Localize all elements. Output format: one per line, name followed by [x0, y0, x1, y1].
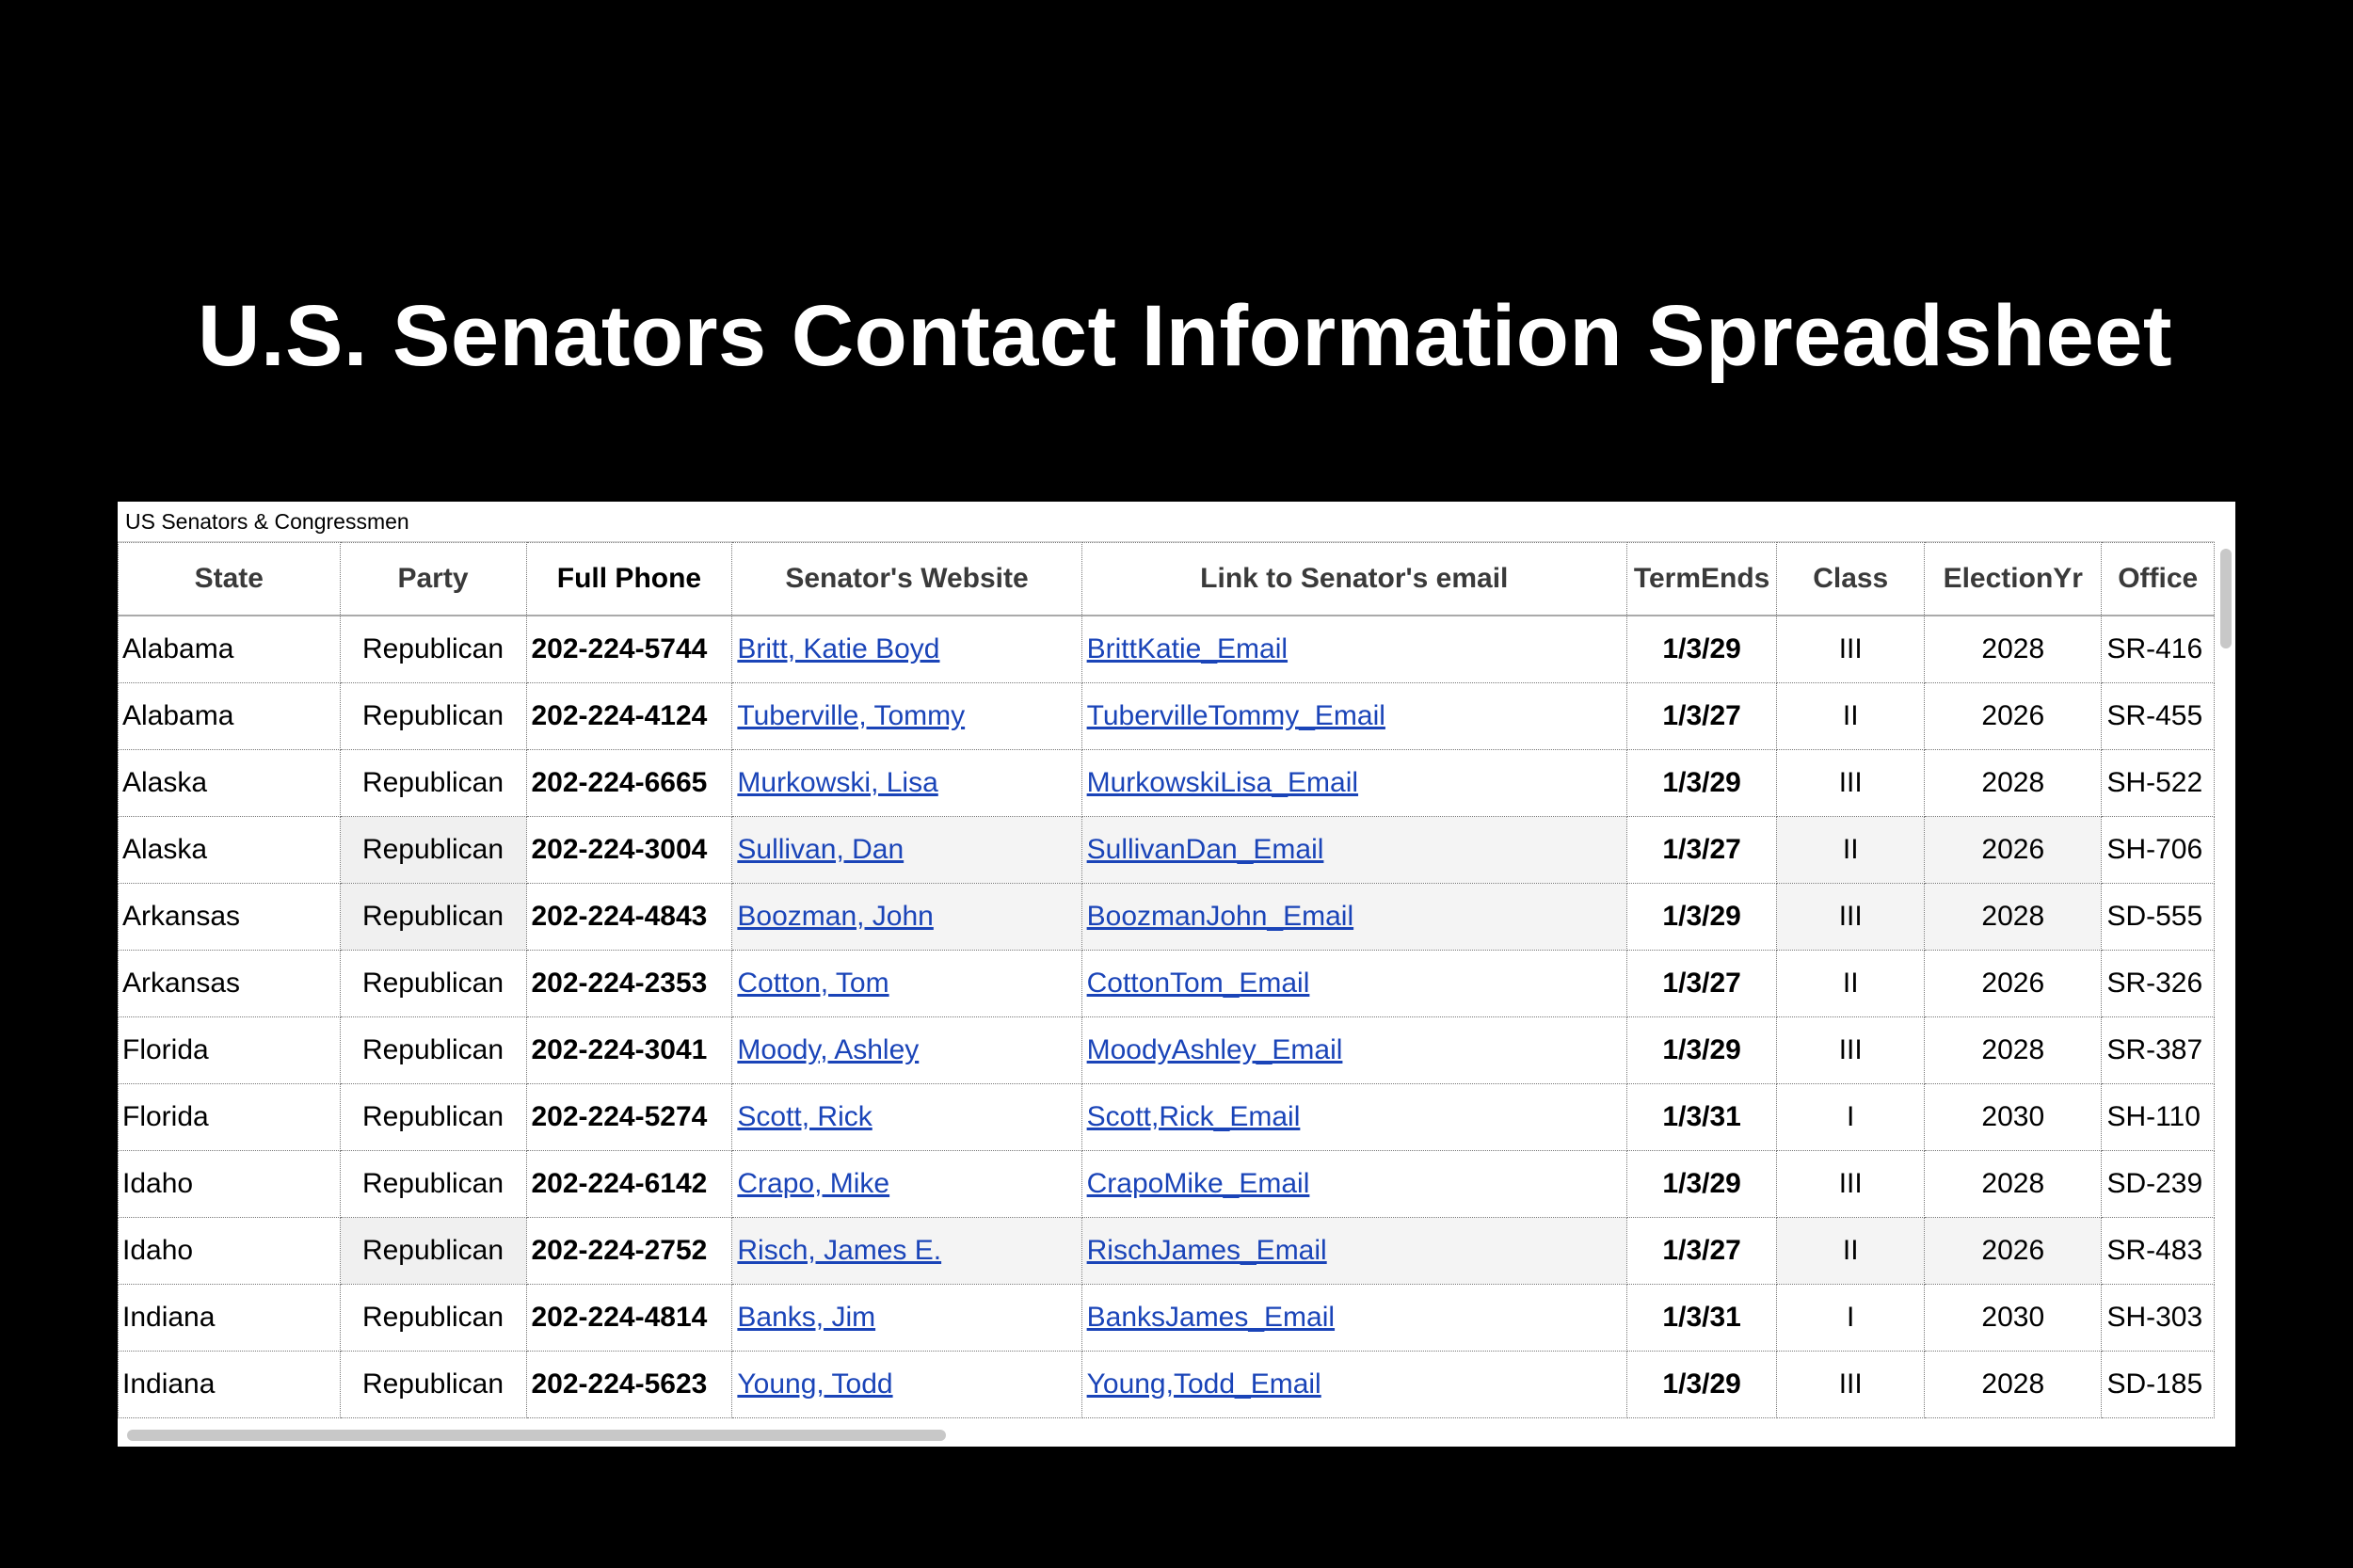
column-header[interactable]: ElectionYr	[1925, 543, 2102, 616]
office-cell[interactable]: SR-483	[2102, 1218, 2215, 1285]
class-cell[interactable]: III	[1777, 750, 1925, 817]
website-cell[interactable]	[732, 1218, 1081, 1285]
class-cell[interactable]: III	[1777, 1017, 1925, 1084]
class-cell[interactable]: III	[1777, 616, 1925, 683]
email-link[interactable]: MoodyAshley_Email	[1086, 1034, 1343, 1065]
website-cell[interactable]	[732, 616, 1081, 683]
class-cell[interactable]: III	[1777, 1352, 1925, 1418]
class-cell[interactable]: II	[1777, 1218, 1925, 1285]
state-cell[interactable]: Alabama	[119, 683, 341, 750]
party-cell[interactable]: Republican	[340, 750, 526, 817]
vertical-scrollbar[interactable]	[2220, 549, 2232, 648]
table-row[interactable]	[119, 1017, 2215, 1084]
website-link[interactable]: Young, Todd	[737, 1368, 893, 1400]
party-cell[interactable]: Republican	[340, 884, 526, 951]
office-cell[interactable]: SD-185	[2102, 1352, 2215, 1418]
website-link[interactable]: Boozman, John	[737, 901, 934, 932]
email-link[interactable]: BanksJames_Email	[1086, 1302, 1336, 1333]
class-cell[interactable]: III	[1777, 1151, 1925, 1218]
website-link[interactable]: Murkowski, Lisa	[737, 767, 938, 798]
column-header[interactable]: Party	[340, 543, 526, 616]
email-cell[interactable]	[1081, 1218, 1626, 1285]
email-cell[interactable]	[1081, 683, 1626, 750]
phone-cell[interactable]: 202-224-5623	[526, 1352, 732, 1418]
term-ends-cell[interactable]: 1/3/29	[1626, 1352, 1776, 1418]
phone-cell[interactable]: 202-224-4814	[526, 1285, 732, 1352]
office-cell[interactable]: SH-706	[2102, 817, 2215, 884]
term-ends-cell[interactable]: 1/3/27	[1626, 1218, 1776, 1285]
term-ends-cell[interactable]: 1/3/29	[1626, 750, 1776, 817]
website-link[interactable]: Cotton, Tom	[737, 968, 889, 999]
table-body	[119, 616, 2215, 1418]
phone-cell[interactable]: 202-224-5744	[526, 616, 732, 683]
grid-viewport[interactable]	[118, 541, 2215, 1434]
party-cell[interactable]: Republican	[340, 683, 526, 750]
website-cell[interactable]	[732, 750, 1081, 817]
website-cell[interactable]	[732, 683, 1081, 750]
table-row[interactable]	[119, 1151, 2215, 1218]
state-cell[interactable]: Idaho	[119, 1151, 341, 1218]
election-year-cell[interactable]: 2026	[1925, 817, 2102, 884]
party-cell[interactable]: Republican	[340, 951, 526, 1017]
senators-table	[118, 542, 2215, 1418]
table-row[interactable]	[119, 616, 2215, 683]
email-cell[interactable]	[1081, 1084, 1626, 1151]
state-cell[interactable]: Alaska	[119, 817, 341, 884]
phone-cell[interactable]: 202-224-5274	[526, 1084, 732, 1151]
email-link[interactable]: Scott,Rick_Email	[1086, 1101, 1301, 1132]
column-header[interactable]: Full Phone	[526, 543, 732, 616]
election-year-cell[interactable]: 2028	[1925, 1017, 2102, 1084]
phone-cell[interactable]: 202-224-6665	[526, 750, 732, 817]
column-header[interactable]: Link to Senator's email	[1081, 543, 1626, 616]
election-year-cell[interactable]: 2026	[1925, 1218, 2102, 1285]
term-ends-cell[interactable]: 1/3/27	[1626, 951, 1776, 1017]
class-cell[interactable]: II	[1777, 951, 1925, 1017]
table-row[interactable]	[119, 1218, 2215, 1285]
office-cell[interactable]: SD-239	[2102, 1151, 2215, 1218]
email-cell[interactable]	[1081, 1352, 1626, 1418]
table-row[interactable]	[119, 1352, 2215, 1418]
state-cell[interactable]: Arkansas	[119, 884, 341, 951]
term-ends-cell[interactable]: 1/3/29	[1626, 1017, 1776, 1084]
phone-cell[interactable]: 202-224-6142	[526, 1151, 732, 1218]
column-header[interactable]: Class	[1777, 543, 1925, 616]
election-year-cell[interactable]: 2028	[1925, 1352, 2102, 1418]
office-cell[interactable]: SR-387	[2102, 1017, 2215, 1084]
email-link[interactable]: BoozmanJohn_Email	[1086, 901, 1354, 932]
email-cell[interactable]	[1081, 616, 1626, 683]
spreadsheet	[118, 502, 2235, 1447]
class-cell[interactable]: II	[1777, 683, 1925, 750]
election-year-cell[interactable]: 2028	[1925, 1151, 2102, 1218]
table-row[interactable]	[119, 951, 2215, 1017]
phone-cell[interactable]: 202-224-3004	[526, 817, 732, 884]
election-year-cell[interactable]: 2028	[1925, 750, 2102, 817]
email-link[interactable]: CrapoMike_Email	[1086, 1168, 1310, 1199]
email-link[interactable]: MurkowskiLisa_Email	[1086, 767, 1359, 798]
class-cell[interactable]: I	[1777, 1285, 1925, 1352]
term-ends-cell[interactable]: 1/3/29	[1626, 884, 1776, 951]
term-ends-cell[interactable]: 1/3/29	[1626, 1151, 1776, 1218]
table-row[interactable]	[119, 683, 2215, 750]
horizontal-scrollbar[interactable]	[127, 1430, 946, 1441]
website-cell[interactable]	[732, 817, 1081, 884]
column-header[interactable]: TermEnds	[1626, 543, 1776, 616]
election-year-cell[interactable]: 2026	[1925, 951, 2102, 1017]
email-link[interactable]: CottonTom_Email	[1086, 968, 1310, 999]
state-cell[interactable]: Indiana	[119, 1352, 341, 1418]
state-cell[interactable]: Idaho	[119, 1218, 341, 1285]
website-link[interactable]: Scott, Rick	[737, 1101, 872, 1132]
phone-cell[interactable]: 202-224-2752	[526, 1218, 732, 1285]
state-cell[interactable]: Arkansas	[119, 951, 341, 1017]
party-cell[interactable]: Republican	[340, 1084, 526, 1151]
column-header[interactable]: State	[119, 543, 341, 616]
table-row[interactable]	[119, 884, 2215, 951]
email-cell[interactable]	[1081, 951, 1626, 1017]
state-cell[interactable]: Indiana	[119, 1285, 341, 1352]
email-cell[interactable]	[1081, 884, 1626, 951]
party-cell[interactable]: Republican	[340, 616, 526, 683]
phone-cell[interactable]: 202-224-4124	[526, 683, 732, 750]
sheet-name: US Senators & Congressmen	[125, 509, 409, 534]
election-year-cell[interactable]: 2026	[1925, 683, 2102, 750]
slide-title: U.S. Senators Contact Information Spreadsheet	[198, 288, 2172, 384]
email-cell[interactable]	[1081, 1151, 1626, 1218]
website-cell[interactable]	[732, 884, 1081, 951]
website-link[interactable]: Crapo, Mike	[737, 1168, 890, 1199]
state-cell[interactable]: Florida	[119, 1084, 341, 1151]
table-row[interactable]	[119, 817, 2215, 884]
office-cell[interactable]: SH-110	[2102, 1084, 2215, 1151]
column-header[interactable]: Senator's Website	[732, 543, 1081, 616]
class-cell[interactable]: III	[1777, 884, 1925, 951]
website-cell[interactable]	[732, 1352, 1081, 1418]
office-cell[interactable]: SH-303	[2102, 1285, 2215, 1352]
email-link[interactable]: TubervilleTommy_Email	[1086, 700, 1385, 731]
term-ends-cell[interactable]: 1/3/31	[1626, 1084, 1776, 1151]
email-link[interactable]: BrittKatie_Email	[1086, 633, 1289, 664]
class-cell[interactable]: I	[1777, 1084, 1925, 1151]
website-cell[interactable]	[732, 1017, 1081, 1084]
election-year-cell[interactable]: 2028	[1925, 616, 2102, 683]
office-cell[interactable]: SH-522	[2102, 750, 2215, 817]
table-row[interactable]	[119, 1285, 2215, 1352]
table-row[interactable]	[119, 1084, 2215, 1151]
phone-cell[interactable]: 202-224-4843	[526, 884, 732, 951]
website-link[interactable]: Risch, James E.	[737, 1235, 942, 1266]
election-year-cell[interactable]: 2030	[1925, 1285, 2102, 1352]
phone-cell[interactable]: 202-224-3041	[526, 1017, 732, 1084]
party-cell[interactable]: Republican	[340, 1352, 526, 1418]
website-link[interactable]: Britt, Katie Boyd	[737, 633, 940, 664]
office-cell[interactable]: SR-455	[2102, 683, 2215, 750]
website-cell[interactable]	[732, 1285, 1081, 1352]
party-cell[interactable]: Republican	[340, 1151, 526, 1218]
office-cell[interactable]: SD-555	[2102, 884, 2215, 951]
email-cell[interactable]	[1081, 817, 1626, 884]
email-link[interactable]: SullivanDan_Email	[1086, 834, 1324, 865]
phone-cell[interactable]: 202-224-2353	[526, 951, 732, 1017]
party-cell[interactable]: Republican	[340, 1017, 526, 1084]
website-link[interactable]: Banks, Jim	[737, 1302, 876, 1333]
term-ends-cell[interactable]: 1/3/27	[1626, 817, 1776, 884]
party-cell[interactable]: Republican	[340, 817, 526, 884]
office-cell[interactable]: SR-326	[2102, 951, 2215, 1017]
email-cell[interactable]	[1081, 1017, 1626, 1084]
state-cell[interactable]: Alabama	[119, 616, 341, 683]
term-ends-cell[interactable]: 1/3/31	[1626, 1285, 1776, 1352]
header-row	[119, 543, 2215, 616]
website-cell[interactable]	[732, 1151, 1081, 1218]
term-ends-cell[interactable]: 1/3/29	[1626, 616, 1776, 683]
column-header[interactable]: Office	[2102, 543, 2215, 616]
state-cell[interactable]: Florida	[119, 1017, 341, 1084]
state-cell[interactable]: Alaska	[119, 750, 341, 817]
election-year-cell[interactable]: 2028	[1925, 884, 2102, 951]
email-cell[interactable]	[1081, 1285, 1626, 1352]
party-cell[interactable]: Republican	[340, 1285, 526, 1352]
email-link[interactable]: RischJames_Email	[1086, 1235, 1327, 1266]
term-ends-cell[interactable]: 1/3/27	[1626, 683, 1776, 750]
table-row[interactable]	[119, 750, 2215, 817]
election-year-cell[interactable]: 2030	[1925, 1084, 2102, 1151]
website-cell[interactable]	[732, 1084, 1081, 1151]
website-link[interactable]: Sullivan, Dan	[737, 834, 904, 865]
class-cell[interactable]: II	[1777, 817, 1925, 884]
email-link[interactable]: Young,Todd_Email	[1086, 1368, 1321, 1400]
website-cell[interactable]	[732, 951, 1081, 1017]
party-cell[interactable]: Republican	[340, 1218, 526, 1285]
website-link[interactable]: Tuberville, Tommy	[737, 700, 966, 731]
website-link[interactable]: Moody, Ashley	[737, 1034, 920, 1065]
email-cell[interactable]	[1081, 750, 1626, 817]
office-cell[interactable]: SR-416	[2102, 616, 2215, 683]
